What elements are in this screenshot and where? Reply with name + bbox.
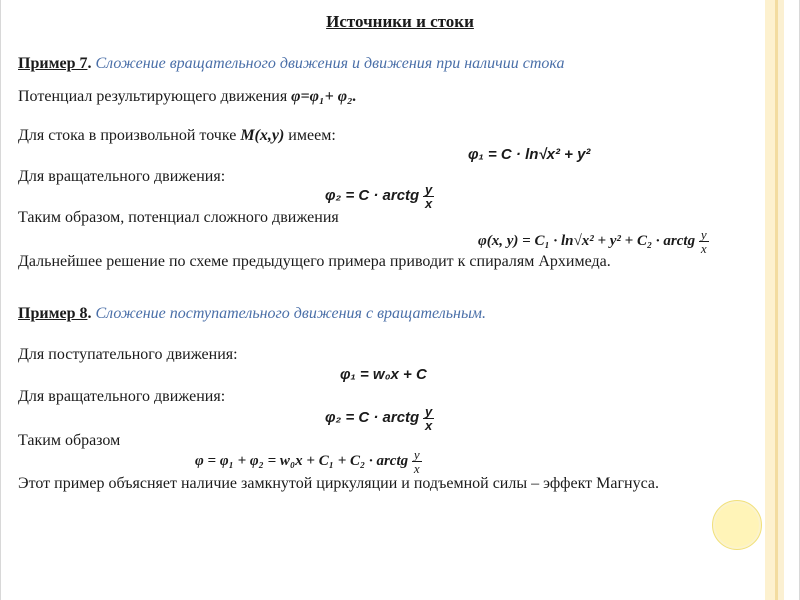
decor-stripe — [765, 0, 775, 600]
slide-border-left — [0, 0, 1, 600]
translational-line: Для поступательного движения: — [18, 346, 238, 363]
formula-rotational-2: φ₂ = C · arctg $\frac{y}{x}$ — [325, 404, 433, 433]
point-label: M(x,y) — [240, 127, 285, 144]
decor-circle — [712, 500, 762, 550]
archimedes-paragraph: Дальнейшее решение по схеме предыдущего примера приводит к спиралям Архимеда. — [18, 253, 611, 270]
sink-line: Для стока в произвольной точке M(x,y) имеем: — [18, 127, 336, 144]
rotational-line-1: Для вращательного движения: — [18, 168, 226, 185]
decor-stripe-outer — [778, 0, 784, 600]
formula-rotational-1: φ₂ = C · arctg $\frac{y}{x}$ — [325, 182, 433, 211]
magnus-paragraph: Этот пример объясняет наличие замкнутой циркуляции и подъемной силы – эффект Магнуса. — [18, 475, 660, 492]
combined-potential-line: Таким образом, потенциал сложного движения — [18, 209, 339, 226]
example7-label: Пример 7 — [18, 55, 88, 72]
example8-heading: Пример 8. Сложение поступательного движения с вращательным. — [18, 305, 486, 322]
example8-label: Пример 8 — [18, 305, 88, 322]
fraction: $\frac{y}{x}$ — [424, 404, 433, 433]
example8-title: Сложение поступательного движения с вращательным. — [95, 305, 486, 322]
example7-heading: Пример 7. Сложение вращательного движения и движения при наличии стока — [18, 55, 565, 72]
rotational-line-2: Для вращательного движения: — [18, 388, 226, 405]
formula-sink: φ₁ = C · ln√x² + y² — [468, 146, 591, 163]
resulting-potential-line: Потенциал результирующего движения φ=φ₁+ φ₂. — [18, 88, 357, 105]
thus-line: Таким образом — [18, 432, 121, 449]
slide-title: Источники и стоки — [326, 12, 474, 31]
fraction: $\frac{y}{x}$ — [424, 182, 433, 211]
example7-title: Сложение вращательного движения и движения при наличии стока — [95, 55, 565, 72]
formula-translational: φ₁ = w₀x + C — [340, 366, 427, 383]
formula-sum: φ = φ₁ + φ₂ = w₀x + C₁ + C₂ · arctg $\frac{y}{x}$ — [195, 447, 420, 476]
potential-formula: φ=φ₁+ φ₂. — [291, 88, 357, 105]
fraction: $\frac{y}{x}$ — [700, 227, 707, 256]
fraction: $\frac{y}{x}$ — [413, 447, 420, 476]
formula-combined: φ(x, y) = C₁ · ln√x² + y² + C₂ · arctg $\frac{y}{x}$ — [478, 227, 707, 256]
